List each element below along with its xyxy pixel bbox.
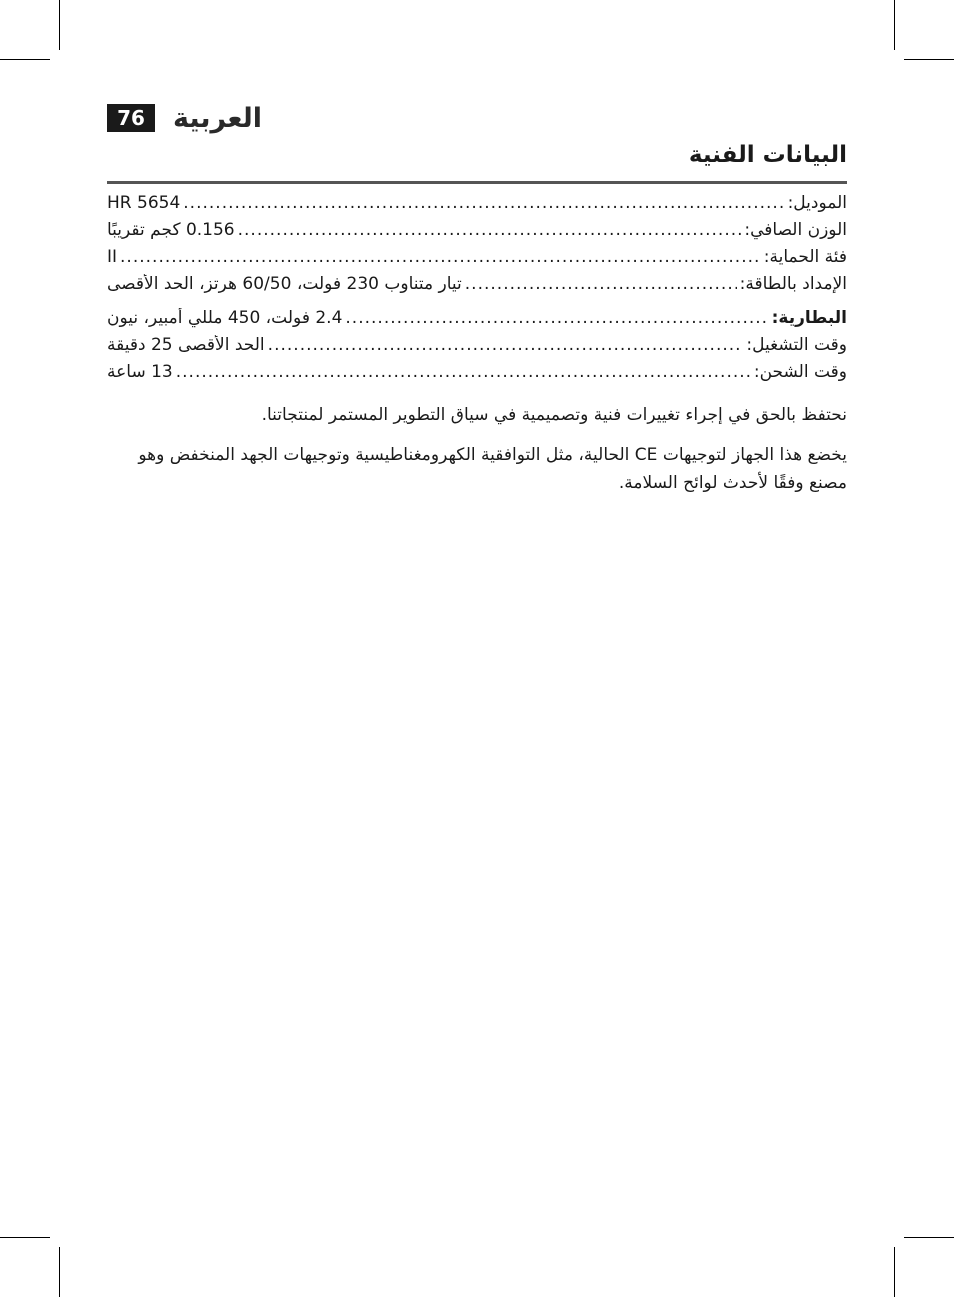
spec-row-protection-class xyxy=(107,247,847,274)
page-header xyxy=(107,100,262,136)
crop-mark-top-right-vertical xyxy=(894,0,895,50)
leader-dots xyxy=(238,220,742,240)
spec-value: تيار متناوب 230 فولت، 60/50 هرتز، الحد الأقصى xyxy=(107,274,462,294)
crop-mark-top-right-horizontal xyxy=(904,59,954,60)
spec-label: الوزن الصافي: xyxy=(744,220,847,240)
crop-mark-bottom-right-vertical xyxy=(894,1247,895,1297)
leader-dots xyxy=(268,335,744,355)
crop-mark-top-left-horizontal xyxy=(0,59,50,60)
spec-label: فئة الحماية: xyxy=(763,247,847,267)
spec-value: HR 5654 xyxy=(107,193,181,213)
ce-compliance-notice: يخضع هذا الجهاز لتوجيهات CE الحالية، مثل التوافقية الكهرومغناطيسية وتوجيهات الجهد المنخفض وهو مصنع وفقًا لأحدث لوائح السلامة. xyxy=(138,445,847,493)
spec-label: البطارية: xyxy=(771,308,847,328)
language-title: العربية xyxy=(173,102,262,134)
changes-notice: نحتفظ بالحق في إجراء تغييرات فنية وتصميمية في سياق التطوير المستمر لمنتجاتنا. xyxy=(261,405,847,425)
leader-dots xyxy=(183,193,784,213)
leader-dots xyxy=(345,308,768,328)
spec-row-operating-time xyxy=(107,335,847,362)
spec-label: وقت الشحن: xyxy=(753,362,847,382)
spec-row-battery xyxy=(107,308,847,335)
spec-label: الموديل: xyxy=(787,193,847,213)
page-number: 76 xyxy=(107,104,155,132)
spec-value: II xyxy=(107,247,118,267)
spec-value: 13 ساعة xyxy=(107,362,173,382)
crop-mark-bottom-left-vertical xyxy=(59,1247,60,1297)
crop-mark-bottom-left-horizontal xyxy=(0,1237,50,1238)
spec-row-net-weight xyxy=(107,220,847,247)
spec-label: الإمداد بالطاقة: xyxy=(739,274,847,294)
spec-row-power-supply xyxy=(107,274,847,301)
leader-dots xyxy=(465,274,737,294)
leader-dots xyxy=(176,362,751,382)
leader-dots xyxy=(120,247,761,267)
title-underline xyxy=(107,181,847,184)
spec-value: الحد الأقصى 25 دقيقة xyxy=(107,335,265,355)
crop-mark-bottom-right-horizontal xyxy=(904,1237,954,1238)
spec-row-model xyxy=(107,193,847,220)
crop-mark-top-left-vertical xyxy=(59,0,60,50)
specs-list xyxy=(107,193,847,389)
spec-label: وقت التشغيل: xyxy=(746,335,847,355)
spec-row-charging-time xyxy=(107,362,847,389)
spec-value: 0.156 كجم تقريبًا xyxy=(107,220,235,240)
spec-value: 2.4 فولت، 450 مللي أمبير، نيون xyxy=(107,308,343,328)
section-title: البيانات الفنية xyxy=(688,142,847,168)
